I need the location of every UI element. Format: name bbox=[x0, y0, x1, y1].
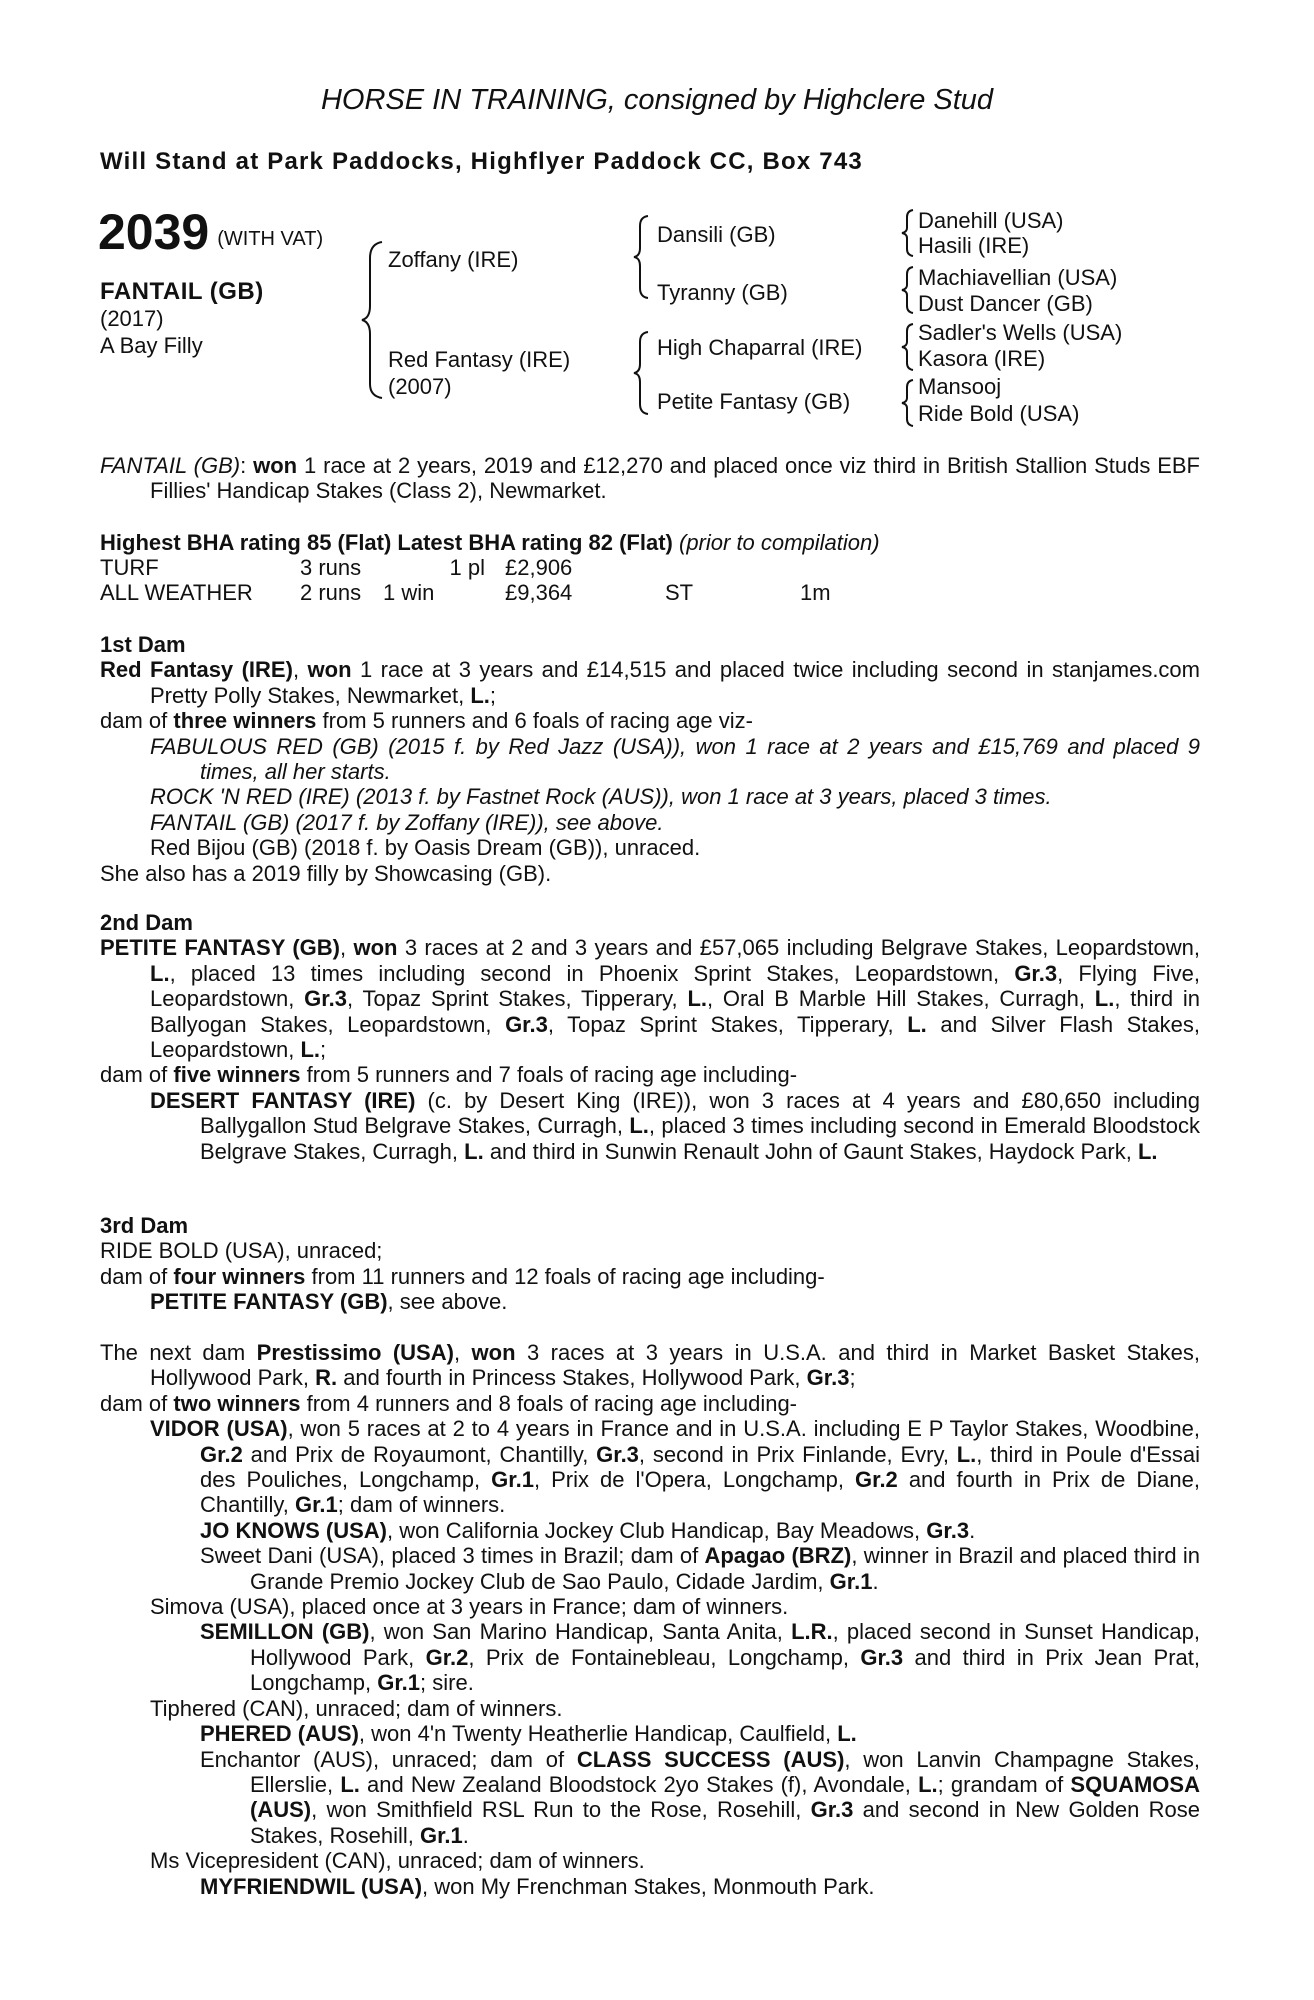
text: ; dam of winners. bbox=[337, 1492, 506, 1518]
text: and New Zealand Bloodstock 2yo Stakes (f), Avondale, bbox=[359, 1771, 919, 1797]
text: , Prix de Fontainebleau, Longchamp, bbox=[468, 1644, 861, 1670]
produce-name: PETITE FANTASY (GB) bbox=[150, 1289, 388, 1315]
race-grade: L. bbox=[956, 1441, 977, 1467]
text: , won Lanvin Champagne Stakes, Ellerslie, bbox=[250, 1746, 1200, 1797]
pedigree-sire: Zoffany (IRE) bbox=[388, 247, 519, 272]
race-grade: Gr.3 bbox=[926, 1517, 970, 1543]
produce-text: (2015 f. by Red Jazz (USA)), won 1 race at 2 years and £15,769 and placed 9 times, all her starts. bbox=[200, 733, 1201, 785]
race-grade: L. bbox=[300, 1037, 320, 1063]
page-header: HORSE IN TRAINING, consigned by Highclere Stud bbox=[320, 84, 994, 116]
race-grade: L. bbox=[1094, 986, 1115, 1012]
produce-text: (2017 f. by Zoffany (IRE)), see above. bbox=[289, 809, 664, 835]
text: , won My Frenchman Stakes, Monmouth Park. bbox=[422, 1873, 875, 1899]
pedigree-g1: Danehill (USA) bbox=[918, 208, 1064, 233]
produce-name: SQUAMOSA (AUS) bbox=[250, 1771, 1200, 1823]
simova-entry: Simova (USA), placed once at 3 years in France; dam of winners. bbox=[150, 1594, 789, 1620]
text: , third in Poule d'Essai des Pouliches, Longchamp, bbox=[200, 1441, 1201, 1493]
text: , see above. bbox=[387, 1289, 508, 1315]
produce-name: JO KNOWS (USA) bbox=[200, 1517, 387, 1543]
rating-row-turf bbox=[100, 555, 1200, 580]
text: , placed 13 times including second in Phoenix Sprint Stakes, Leopardstown, bbox=[169, 960, 1015, 986]
race-grade: L. bbox=[340, 1771, 360, 1797]
second-dam-produce-1 bbox=[100, 1088, 1200, 1164]
next-dam-damof bbox=[100, 1391, 1200, 1416]
rating-cell: 2 runs bbox=[300, 580, 362, 606]
pedigree-brace-g12 bbox=[900, 208, 916, 258]
race-grade: Gr.3 bbox=[810, 1797, 854, 1823]
third-dam-produce bbox=[100, 1289, 1200, 1314]
race-grade: Gr.1 bbox=[294, 1492, 338, 1518]
race-grade: L. bbox=[687, 986, 708, 1012]
pedigree-brace-g34 bbox=[900, 265, 916, 315]
lot-number-value: 2039 bbox=[98, 204, 210, 260]
second-dam-intro: PETITE FANTASY (GB), won 3 races at 2 and 3 years and £57,065 including Belgrave Stakes, Leopardstown, L., placed 13 times including second in Phoenix Sprint Stakes, Leopardstown, Gr.3, Flying Five, Leopardstown, Gr.3, Topaz Sprint Stakes, Tipperary, L., Oral B Marble Hill Stakes, Curragh, L., third in Ballyogan Stakes, Leopardstown, Gr.3, Topaz Sprint Stakes, Tipperary, L. and Silver Flash Stakes, Leopardstown, L.; bbox=[100, 935, 1200, 1063]
winners-count: three winners bbox=[173, 708, 317, 734]
race-grade: Gr.1 bbox=[419, 1822, 463, 1848]
produce-name: FANTAIL (GB) bbox=[150, 809, 290, 835]
pedigree-g6: Kasora (IRE) bbox=[918, 346, 1046, 371]
text: from 11 runners and 12 foals of racing age including- bbox=[305, 1263, 825, 1289]
horse-year: (2017) bbox=[100, 306, 164, 331]
produce-name: VIDOR (USA) bbox=[150, 1416, 288, 1442]
second-dam-name: PETITE FANTASY (GB) bbox=[100, 935, 341, 961]
summary-text: 1 race at 2 years, 2019 and £12,270 and placed once viz third in British Stallion Studs EBF Fillies' Handicap Stakes (Class 2), Newmarket. bbox=[150, 453, 1200, 504]
winners-count: five winners bbox=[173, 1062, 301, 1088]
text: from 5 runners and 6 foals of racing age viz- bbox=[316, 708, 753, 734]
horse-name: FANTAIL (GB) bbox=[100, 278, 264, 305]
vat-label: (WITH VAT) bbox=[217, 228, 324, 250]
rating-bold: Highest BHA rating 85 (Flat) Latest BHA rating 82 (Flat) bbox=[100, 530, 673, 555]
punct: ; bbox=[849, 1365, 856, 1391]
text: Enchantor (AUS), unraced; dam of bbox=[200, 1746, 577, 1772]
rating-cell: TURF bbox=[100, 555, 159, 581]
sweet-dani-entry bbox=[100, 1543, 1200, 1594]
text: , placed second in Sunset Handicap, Hollywood Park, bbox=[250, 1619, 1201, 1670]
text: and Silver Flash Stakes, Leopardstown, bbox=[150, 1011, 1200, 1063]
horse-description: A Bay Filly bbox=[100, 333, 203, 358]
text: ; sire. bbox=[420, 1670, 474, 1696]
race-grade: Gr.3 bbox=[806, 1365, 850, 1391]
rating-cell: 1 win bbox=[383, 580, 435, 606]
text: from 4 runners and 8 foals of racing age including- bbox=[300, 1390, 798, 1416]
pedigree-dam-dam: Petite Fantasy (GB) bbox=[657, 389, 851, 414]
text: from 5 runners and 7 foals of racing age including- bbox=[300, 1062, 798, 1088]
text: 3 races at 3 years in U.S.A. and third in Market Basket Stakes, Hollywood Park, bbox=[150, 1340, 1200, 1391]
text: , won 5 races at 2 to 4 years in France and in U.S.A. including E P Taylor Stakes, Woodbine, bbox=[287, 1416, 1200, 1442]
second-dam-block bbox=[100, 910, 1200, 1164]
produce-name: MYFRIENDWIL (USA) bbox=[200, 1873, 423, 1899]
race-grade: L. bbox=[464, 1138, 484, 1164]
next-dam-block bbox=[100, 1340, 1200, 1899]
text: , won Smithfield RSL Run to the Rose, Rosehill, bbox=[311, 1797, 811, 1823]
pedigree-g5: Sadler's Wells (USA) bbox=[918, 320, 1123, 345]
tiphered-entry: Tiphered (CAN), unraced; dam of winners. bbox=[150, 1695, 563, 1721]
text: , won 4'n Twenty Heatherlie Handicap, Caulfield, bbox=[358, 1721, 838, 1747]
rating-row-aw bbox=[100, 580, 1200, 605]
third-dam-block bbox=[100, 1213, 1200, 1315]
summary-block bbox=[100, 453, 1200, 504]
rating-cell: ALL WEATHER bbox=[100, 580, 253, 606]
text: and fourth in Prix de Diane, Chantilly, bbox=[200, 1467, 1200, 1518]
produce-2 bbox=[100, 784, 1200, 809]
race-grade: Gr.3 bbox=[860, 1644, 904, 1670]
pedigree-brace-main bbox=[360, 240, 390, 400]
text: , placed 3 times including second in Emerald Bloodstock Belgrave Stakes, Curragh, bbox=[200, 1113, 1201, 1164]
first-dam-intro: Red Fantasy (IRE), won 1 race at 3 years and £14,515 and placed twice including second in stanjames.com Pretty Polly Stakes, Newmarket, L.; bbox=[100, 657, 1200, 708]
text: , third in Ballyogan Stakes, Leopardstown, bbox=[150, 986, 1200, 1037]
first-dam-name: Red Fantasy (IRE) bbox=[100, 657, 293, 683]
produce-3 bbox=[100, 810, 1200, 835]
rating-cell: 1m bbox=[800, 580, 831, 606]
pedigree-g2: Hasili (IRE) bbox=[918, 233, 1030, 258]
text: , second in Prix Finlande, Evry, bbox=[638, 1441, 957, 1467]
race-grade: L. bbox=[629, 1113, 649, 1139]
pedigree-g3: Machiavellian (USA) bbox=[918, 265, 1118, 290]
next-dam-name: Prestissimo (USA) bbox=[256, 1340, 454, 1365]
text: and Prix de Royaumont, Chantilly, bbox=[242, 1441, 597, 1467]
text: dam of bbox=[100, 1062, 174, 1088]
rating-cell: 3 runs bbox=[300, 555, 362, 581]
rating-note: (prior to compilation) bbox=[679, 530, 880, 555]
enchantor-entry bbox=[100, 1747, 1200, 1849]
punct: . bbox=[462, 1822, 469, 1848]
text: , Topaz Sprint Stakes, Tipperary, bbox=[547, 1011, 908, 1037]
rating-block bbox=[100, 530, 1200, 605]
text: dam of bbox=[100, 1390, 174, 1416]
third-dam-damof bbox=[100, 1264, 1200, 1289]
punct: . bbox=[969, 1517, 976, 1543]
rating-line bbox=[100, 530, 1200, 555]
text: and third in Prix Jean Prat, Longchamp, bbox=[250, 1644, 1200, 1696]
text: Sweet Dani (USA), placed 3 times in Brazil; dam of bbox=[200, 1543, 705, 1569]
produce-1 bbox=[100, 734, 1200, 785]
pedigree-sire-dam: Tyranny (GB) bbox=[657, 280, 788, 305]
race-grade: L. bbox=[907, 1011, 927, 1037]
lot-number bbox=[98, 206, 323, 265]
text: and second in New Golden Rose Stakes, Rosehill, bbox=[250, 1797, 1200, 1848]
produce-text: (2013 f. by Fastnet Rock (AUS)), won 1 race at 3 years, placed 3 times. bbox=[349, 784, 1052, 810]
text: and fourth in Princess Stakes, Hollywood Park, bbox=[337, 1365, 807, 1391]
race-grade: Gr.3 bbox=[596, 1441, 639, 1467]
text: , Flying Five, Leopardstown, bbox=[150, 960, 1200, 1012]
produce-name: ROCK 'N RED (IRE) bbox=[150, 784, 350, 810]
text: , Prix de l'Opera, Longchamp, bbox=[533, 1467, 855, 1493]
text: (c. by Desert King (IRE)), won 3 races at 4 years and £80,650 including Ballygallon Stud Belgrave Stakes, Curragh, bbox=[200, 1087, 1200, 1139]
won: won bbox=[471, 1340, 516, 1365]
punct: ; bbox=[489, 682, 497, 708]
produce-name: DESERT FANTASY (IRE) bbox=[150, 1087, 416, 1113]
stand-location: Will Stand at Park Paddocks, Highflyer Paddock CC, Box 743 bbox=[100, 148, 863, 175]
pedigree-dam: Red Fantasy (IRE) bbox=[388, 347, 571, 372]
pedigree-g4: Dust Dancer (GB) bbox=[918, 291, 1093, 316]
rating-cell: 1 pl bbox=[449, 555, 485, 581]
next-dam-intro: The next dam Prestissimo (USA), won 3 races at 3 years in U.S.A. and third in Market Basket Stakes, Hollywood Park, R. and fourth in Princess Stakes, Hollywood Park, Gr.3; bbox=[100, 1340, 1200, 1391]
third-dam-heading: 3rd Dam bbox=[100, 1213, 189, 1238]
summary-paragraph: FANTAIL (GB): won 1 race at 2 years, 2019 and £12,270 and placed once viz third in British Stallion Studs EBF Fillies' Handicap Stakes (Class 2), Newmarket. bbox=[100, 453, 1200, 504]
winners-count: four winners bbox=[173, 1263, 306, 1289]
pedigree-brace-sire bbox=[632, 214, 652, 300]
text: , won San Marino Handicap, Santa Anita, bbox=[369, 1619, 792, 1645]
race-grade: L. bbox=[150, 960, 170, 986]
race-grade: Gr.2 bbox=[425, 1644, 469, 1670]
text: ; grandam of bbox=[937, 1771, 1071, 1797]
pedigree-brace-dam bbox=[632, 330, 652, 416]
pedigree-brace-g78 bbox=[900, 378, 916, 428]
pedigree-g7: Mansooj bbox=[918, 374, 1002, 399]
text: and third in Sunwin Renault John of Gaunt Stakes, Haydock Park, bbox=[483, 1138, 1138, 1164]
first-dam-heading: 1st Dam bbox=[100, 632, 186, 657]
second-dam-damof bbox=[100, 1062, 1200, 1087]
third-dam-line: RIDE BOLD (USA), unraced; bbox=[100, 1238, 383, 1264]
pedigree-dam-sire: High Chaparral (IRE) bbox=[657, 335, 863, 360]
text: ; bbox=[320, 1037, 327, 1063]
first-dam-text: 1 race at 3 years and £14,515 and placed twice including second in stanjames.com Pretty Polly Stakes, Newmarket, bbox=[150, 657, 1200, 708]
produce-name: PHERED (AUS) bbox=[200, 1721, 359, 1747]
race-grade: Gr.3 bbox=[1014, 960, 1058, 986]
produce-4: Red Bijou (GB) (2018 f. by Oasis Dream (GB)), unraced. bbox=[150, 835, 701, 861]
first-dam-damof bbox=[100, 708, 1200, 733]
myfriendwil-entry bbox=[100, 1874, 1200, 1899]
winners-count: two winners bbox=[173, 1390, 301, 1416]
pedigree-sire-sire: Dansili (GB) bbox=[657, 222, 776, 247]
semillon-entry bbox=[100, 1619, 1200, 1695]
text: dam of bbox=[100, 708, 174, 734]
text: , Topaz Sprint Stakes, Tipperary, bbox=[346, 986, 688, 1012]
first-dam-block bbox=[100, 632, 1200, 886]
pedigree-g8: Ride Bold (USA) bbox=[918, 401, 1080, 426]
race-grade: L. bbox=[837, 1721, 857, 1747]
race-grade: Gr.3 bbox=[505, 1011, 548, 1037]
summary-horse-name: FANTAIL (GB) bbox=[100, 453, 241, 478]
rating-cell: £2,906 bbox=[505, 555, 573, 581]
phered-entry bbox=[100, 1721, 1200, 1746]
produce-name: Apagao (BRZ) bbox=[704, 1543, 852, 1569]
first-dam-won: won bbox=[307, 657, 352, 683]
race-grade: L. bbox=[1137, 1138, 1158, 1164]
pedigree-dam-year: (2007) bbox=[388, 374, 452, 399]
race-grade: Gr.1 bbox=[377, 1670, 421, 1696]
vidor-entry bbox=[100, 1416, 1200, 1518]
race-grade: Gr.2 bbox=[854, 1467, 898, 1493]
ms-vicepresident-entry: Ms Vicepresident (CAN), unraced; dam of winners. bbox=[150, 1848, 645, 1874]
text: , Oral B Marble Hill Stakes, Curragh, bbox=[707, 986, 1095, 1012]
pedigree-brace-g56 bbox=[900, 322, 916, 372]
rating-cell: £9,364 bbox=[505, 580, 573, 606]
race-grade: L.R. bbox=[791, 1619, 833, 1645]
race-grade: L. bbox=[470, 682, 490, 708]
text: dam of bbox=[100, 1263, 174, 1289]
summary-won: won bbox=[253, 453, 298, 478]
text: , won California Jockey Club Handicap, Bay Meadows, bbox=[387, 1517, 927, 1543]
produce-5: She also has a 2019 filly by Showcasing (GB). bbox=[100, 860, 552, 886]
race-grade: Gr.1 bbox=[829, 1568, 873, 1594]
rating-cell: ST bbox=[665, 580, 694, 606]
race-grade: Gr.2 bbox=[200, 1441, 243, 1467]
produce-name: SEMILLON (GB) bbox=[200, 1619, 370, 1645]
jo-knows-entry bbox=[100, 1518, 1200, 1543]
race-grade: Gr.3 bbox=[304, 986, 347, 1012]
text: , winner in Brazil and placed third in Grande Premio Jockey Club de Sao Paulo, Cidade Jardim, bbox=[250, 1543, 1201, 1594]
text: 3 races at 2 and 3 years and £57,065 including Belgrave Stakes, Leopardstown, bbox=[397, 935, 1200, 961]
produce-name: CLASS SUCCESS (AUS) bbox=[576, 1746, 845, 1772]
won: won bbox=[353, 935, 398, 961]
produce-name: FABULOUS RED (GB) bbox=[150, 733, 379, 759]
punct: . bbox=[872, 1568, 879, 1594]
text: The next dam bbox=[100, 1340, 257, 1365]
race-grade: L. bbox=[918, 1771, 938, 1797]
second-dam-heading: 2nd Dam bbox=[100, 910, 193, 935]
race-grade: R. bbox=[315, 1365, 338, 1391]
race-grade: Gr.1 bbox=[491, 1467, 534, 1493]
